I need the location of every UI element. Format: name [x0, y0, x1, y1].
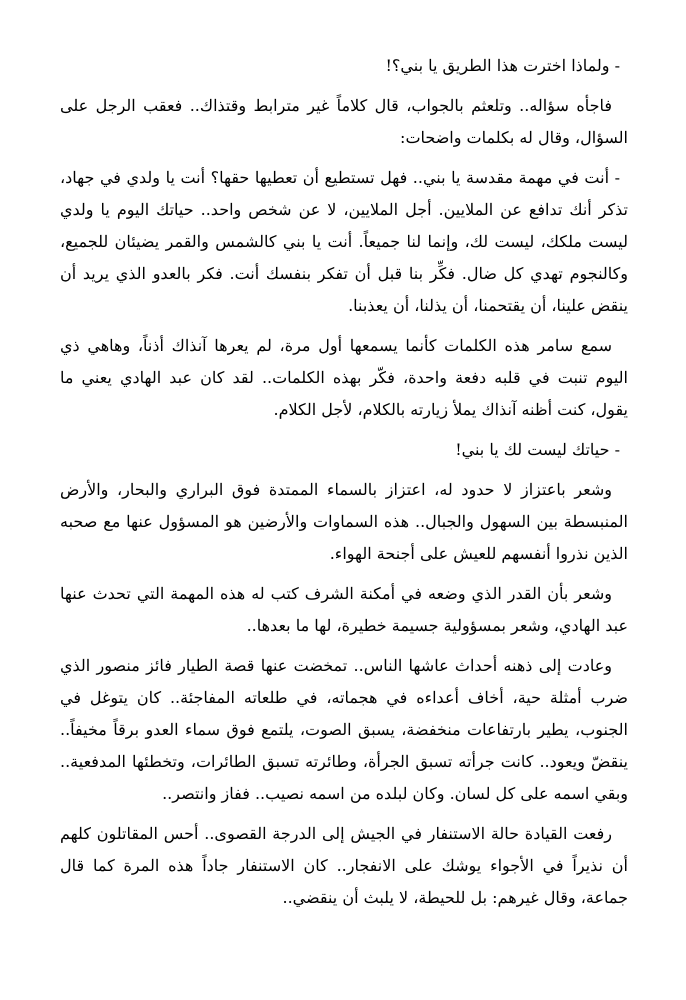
paragraph-dialog-question: - ولماذا اخترت هذا الطريق يا بني؟!	[385, 56, 620, 75]
paragraph-pilot-story: وعادت إلى ذهنه أحداث عاشها الناس.. تمخضت عنها قصة الطيار فائز منصور الذي ضرب أمثلة حية، أخاف أعداءه في هجماته، في طلعاته المفاجئة.. كان يتوغل في الجنوب، يطير بارتفاعات منخفضة، يسبق الصوت، يلتمع فوق سماء العدو برقاً مخيفاً.. ينقضّ ويعود.. كانت جرأته تسبق الجرأة، وطائرته تسبق الطائرات، وتخطئها المدفعية.. وبقي اسمه على كل لسان. وكان لبلده من اسمه نصيب.. ففاز وانتصر..	[60, 656, 628, 803]
paragraph-responsibility: وشعر بأن القدر الذي وضعه في أمكنة الشرف كتب له هذه المهمة التي تحدث عنها عبد الهادي، وشعر بمسؤولية جسيمة خطيرة، لها ما بعدها..	[60, 584, 628, 635]
paragraph-advice-speech: - أنت في مهمة مقدسة يا بني.. فهل تستطيع أن تعطيها حقها؟ أنت يا ولدي في جهاد، تذكر أنك تدافع عن الملايين. أجل الملايين، لا عن شخص واحد.. حياتك اليوم يا ولدي ليست ملكك، ليست لك، وإنما لنا جميعاً. أنت يا بني كالشمس والقمر يضيئان للجميع، وكالنجوم تهدي كل ضال. فكِّر بنا قبل أن تفكر بنفسك أنت. فكر بالعدو الذي يريد أن ينقض علينا، أن يقتحمنا، أن يذلنا، أن يعذبنا.	[60, 168, 628, 315]
paragraph-alert: رفعت القيادة حالة الاستنفار في الجيش إلى الدرجة القصوى.. أحس المقاتلون كلهم أن نذيراً في الأجواء يوشك على الانفجار.. كان الاستنفار جاداً هذه المرة كما قال جماعة، وقال غيرهم: بل للحيطة، لا يلبث أن ينقضي..	[60, 824, 628, 907]
paragraph-pride: وشعر باعتزاز لا حدود له، اعتزاز بالسماء الممتدة فوق البراري والبحار، والأرض المنبسطة بين السهول والجبال.. هذه السماوات والأرضين هو المسؤول عنها مع صحبه الذين نذروا أنفسهم للعيش على أجنحة الهواء.	[60, 480, 628, 563]
paragraph-dialog-life: - حياتك ليست لك يا بني!	[455, 440, 620, 459]
paragraph-surprise: فاجأه سؤاله.. وتلعثم بالجواب، قال كلاماً غير مترابط وقتذاك.. فعقب الرجل على السؤال، وقال له بكلمات واضحات:	[60, 96, 628, 147]
paragraph-samer-reflection: سمع سامر هذه الكلمات كأنما يسمعها أول مرة، لم يعرها آنذاك أذناً، وهاهي ذي اليوم تنبت في قلبه دفعة واحدة، فكّر بهذه الكلمات.. لقد كان عبد الهادي يعني ما يقول، كنت أظنه آنذاك يملأ زيارته بالكلام، لأجل الكلام.	[60, 336, 628, 419]
